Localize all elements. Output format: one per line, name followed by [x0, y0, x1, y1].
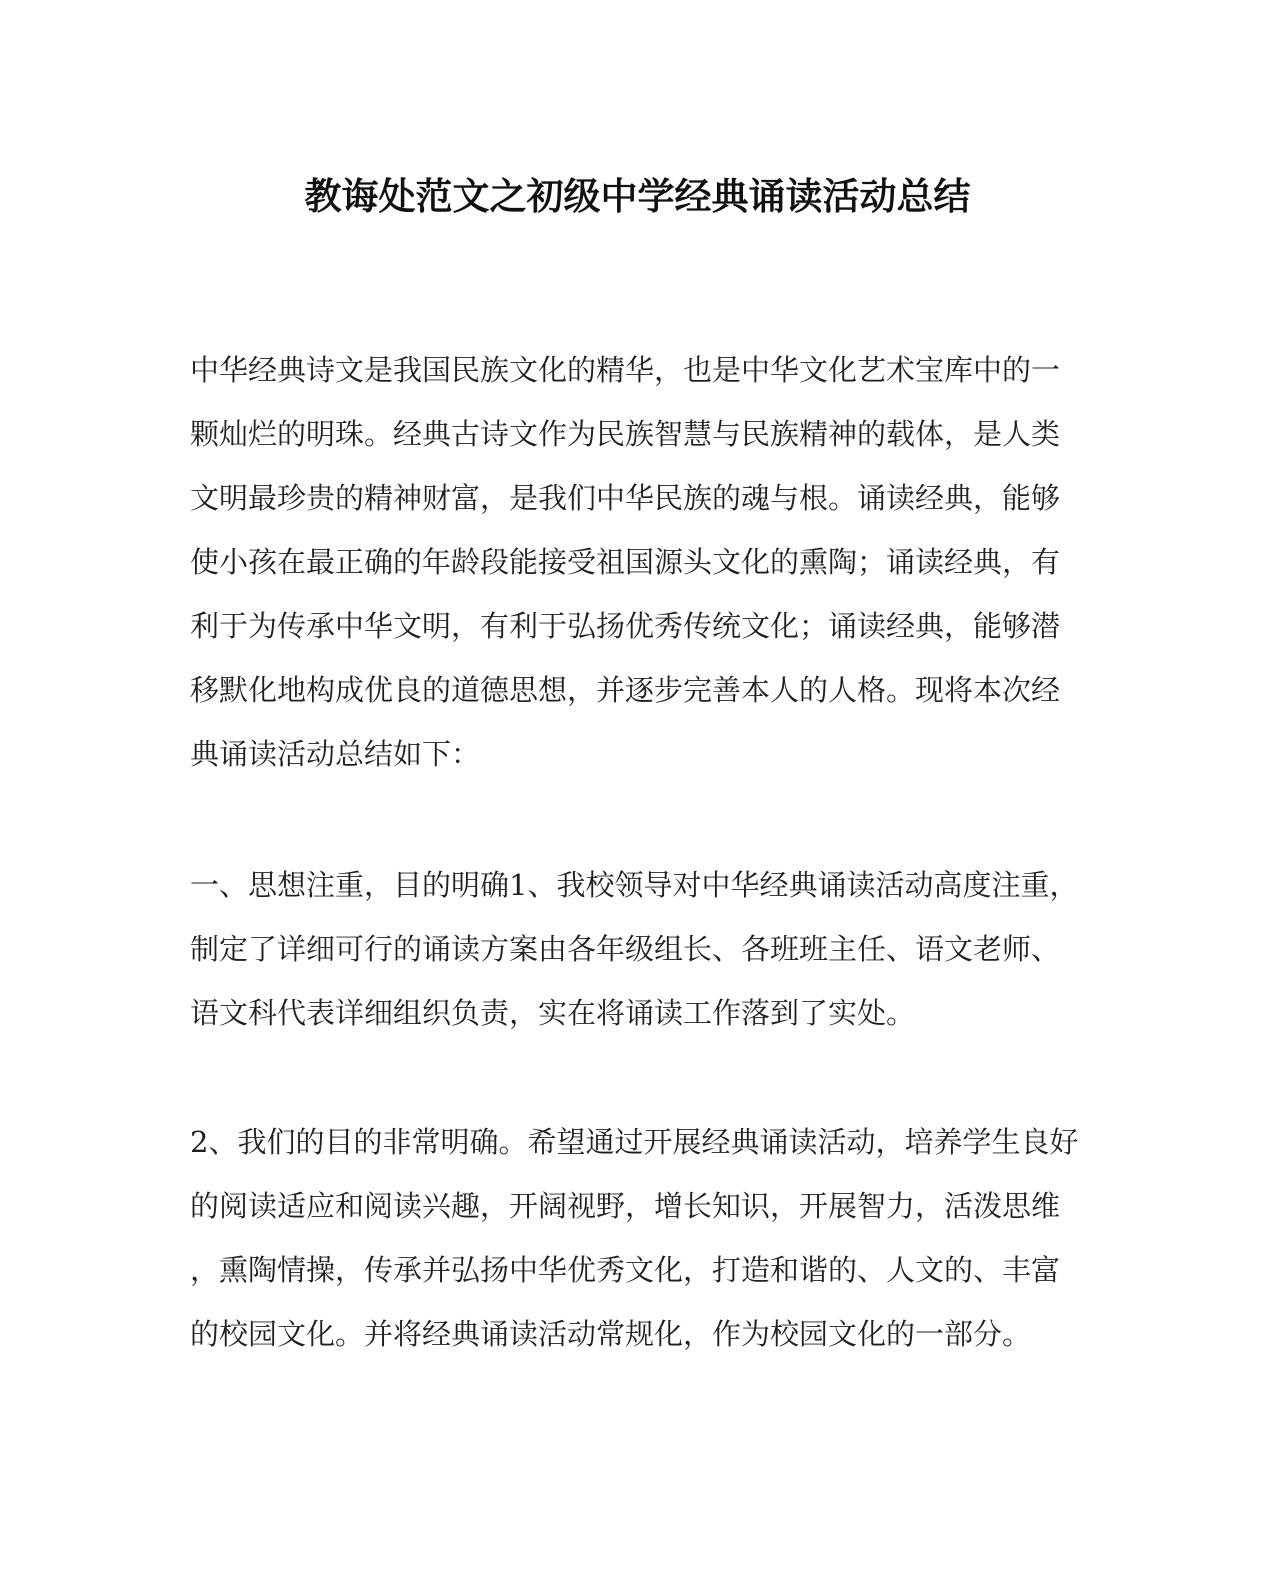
paragraph-point-two	[190, 1110, 1079, 1366]
paragraph-intro	[190, 338, 1070, 786]
text-line: 移默化地构成优良的道德思想，并逐步完善本人的人格。现将本次经	[190, 673, 1061, 707]
text-line: 语文科代表详细组织负责，实在将诵读工作落到了实处。	[190, 996, 916, 1030]
text-line: 使小孩在最正确的年龄段能接受祖国源头文化的熏陶；诵读经典，有	[190, 545, 1061, 579]
document-title: 教诲处范文之初级中学经典诵读活动总结	[304, 174, 971, 218]
text-line: 中华经典诗文是我国民族文化的精华，也是中华文化艺术宝库中的一	[190, 353, 1061, 387]
text-line: 制定了详细可行的诵读方案由各年级组长、各班班主任、语文老师、	[190, 932, 1061, 966]
text-line: 典诵读活动总结如下：	[190, 737, 481, 771]
text-line: 2、我们的目的非常明确。希望通过开展经典诵读活动，培养学生良好	[190, 1125, 1079, 1159]
text-line: ，熏陶情操，传承并弘扬中华优秀文化，打造和谐的、人文的、丰富	[190, 1253, 1061, 1287]
text-line: 利于为传承中华文明，有利于弘扬优秀传统文化；诵读经典，能够潜	[190, 609, 1061, 643]
text-line: 的阅读适应和阅读兴趣，开阔视野，增长知识，开展智力，活泼思维	[190, 1189, 1061, 1223]
text-line: 颗灿烂的明珠。经典古诗文作为民族智慧与民族精神的载体，是人类	[190, 417, 1061, 451]
text-line: 的校园文化。并将经典诵读活动常规化，作为校园文化的一部分。	[190, 1317, 1032, 1351]
text-line: 文明最珍贵的精神财富，是我们中华民族的魂与根。诵读经典，能够	[190, 481, 1061, 515]
text-line: 一、思想注重，目的明确1、我校领导对中华经典诵读活动高度注重，	[190, 868, 1079, 902]
paragraph-section-one	[190, 853, 1079, 1045]
